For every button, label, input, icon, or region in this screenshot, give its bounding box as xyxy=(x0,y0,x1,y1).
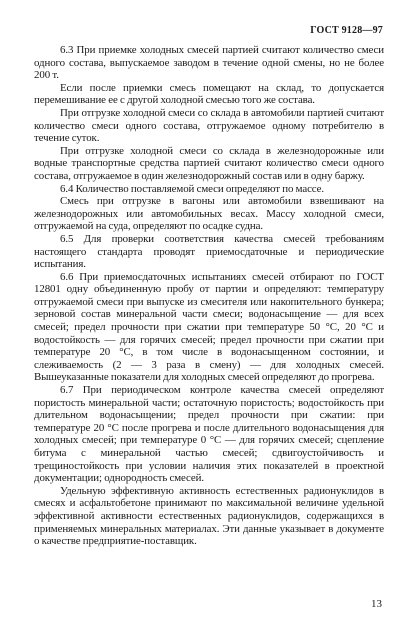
paragraph-6-3: 6.3 При приемке холодных смесей партией считают количество смеси одного состава, выпускаемое заводом в течение одной смены, но не более 200 т. xyxy=(34,44,384,82)
paragraph-weighing: Смесь при отгрузке в вагоны или автомобили взвешивают на железнодорожных или автомобильных весах. Массу холодной смеси, отгружаемой на суда, определяют по осадке судна. xyxy=(34,195,384,233)
body-text xyxy=(34,44,384,548)
page-number: 13 xyxy=(371,598,382,610)
paragraph-6-6: 6.6 При приемосдаточных испытаниях смесей отбирают по ГОСТ 12801 одну объединенную пробу от партии и определяют: температуру отгружаемой смеси при выпуске из смесителя или накопительного бункера; зерновой состав минеральной части смеси; водонасыщение — для всех смесей; предел прочности при сжатии при температуре 50 °С, 20 °С и водостойкость — для горячих смесей; предел прочности при сжатии при температуре 20 °С, в том числе в водонасыщенном состоянии, и слеживаемость (2 — 3 раза в смену) — для холодных смесей. Вышеуказанные показатели для холодных смесей определяют до прогрева. xyxy=(34,270,384,384)
paragraph-storage-mixing: Если после приемки смесь помещают на склад, то допускается перемешивание ее с другой холодной смесью того же состава. xyxy=(34,81,384,107)
standard-code-header: ГОСТ 9128—97 xyxy=(310,25,383,36)
paragraph-6-5: 6.5 Для проверки соответствия качества смесей требованиям настоящего стандарта проводят приемосдаточные и периодические испытания. xyxy=(34,232,384,271)
paragraph-shipment-rail-water: При отгрузке холодной смеси со склада в железнодорожные или водные транспортные средства партией считают количество смеси одного состава, отгружаемое в один железнодорожный состав или в одну баржу. xyxy=(34,144,384,182)
paragraph-6-4: 6.4 Количество поставляемой смеси определяют по массе. xyxy=(60,182,325,195)
paragraph-radionuclides: Удельную эффективную активность естественных радионуклидов в смесях и асфальтобетоне принимают по максимальной величине удельной эффективной активности естественных радионуклидов, содержащихся в применяемых минеральных материалах. Эти данные указывает в документе о качестве предприятие-поставщик. xyxy=(34,484,384,548)
paragraph-6-7: 6.7 При периодическом контроле качества смесей определяют пористость минеральной части; остаточную пористость; водостойкость при длительном водонасыщении; предел прочности при сжатии: при температуре 20 °С после прогрева и после длительного водонасыщения для холодных смесей; при температуре 0 °С — для горячих смесей; сцепление битума с минеральной частью смесей; сдвигоустойчивость и трещиностойкость при условии наличия этих показателей в проектной документации; однородность смесей. xyxy=(34,384,384,485)
paragraph-shipment-trucks: При отгрузке холодной смеси со склада в автомобили партией считают количество смеси одного состава, отгружаемое одному потребителю в течение суток. xyxy=(34,106,384,145)
